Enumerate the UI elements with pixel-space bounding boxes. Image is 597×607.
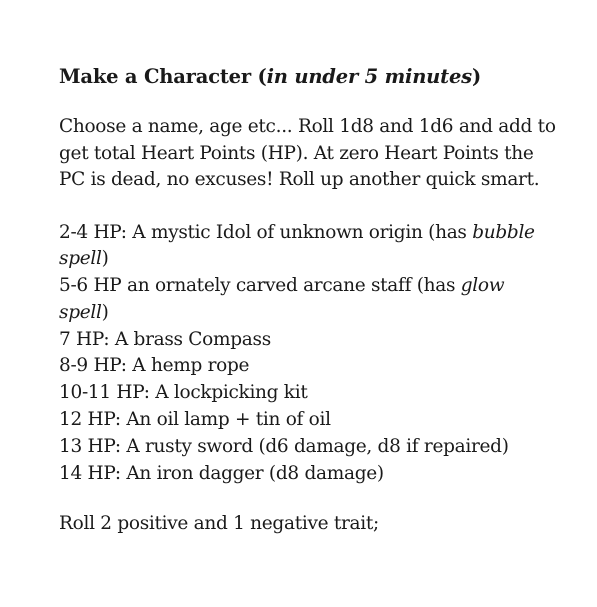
traits-paragraph: Roll 2 positive and 1 negative trait; [59, 513, 379, 535]
title-close: ) [471, 65, 481, 88]
item-text: 5-6 HP an ornately carved arcane staff (has [59, 275, 461, 297]
list-item: 7 HP: A brass Compass [59, 328, 271, 350]
list-item: 8-9 HP: A hemp rope [59, 355, 250, 377]
intro-paragraph: Choose a name, age etc... Roll 1d8 and 1d6 and add to get total Heart Points (HP). At zero Heart Points the PC is dead, no excuses! Roll up another quick smart. [59, 116, 556, 190]
list-item: 12 HP: An oil lamp + tin of oil [59, 409, 331, 431]
list-item: 13 HP: A rusty sword (d6 damage, d8 if repaired) [59, 435, 509, 457]
list-item: 14 HP: An iron dagger (d8 damage) [59, 462, 384, 484]
list-item [59, 273, 557, 327]
list-item [59, 220, 557, 274]
spell-name: glow spell [59, 275, 505, 323]
item-tail: ) [101, 248, 109, 270]
title-main: Make a Character ( [59, 65, 267, 88]
hp-item-list [59, 220, 557, 488]
list-item: 10-11 HP: A lockpicking kit [59, 382, 308, 404]
title-italic: in under 5 minutes [266, 65, 472, 88]
page-title [59, 64, 557, 90]
item-tail: ) [101, 301, 109, 323]
item-text: 2-4 HP: A mystic Idol of unknown origin (has [59, 221, 473, 243]
spell-name: bubble spell [59, 221, 535, 270]
